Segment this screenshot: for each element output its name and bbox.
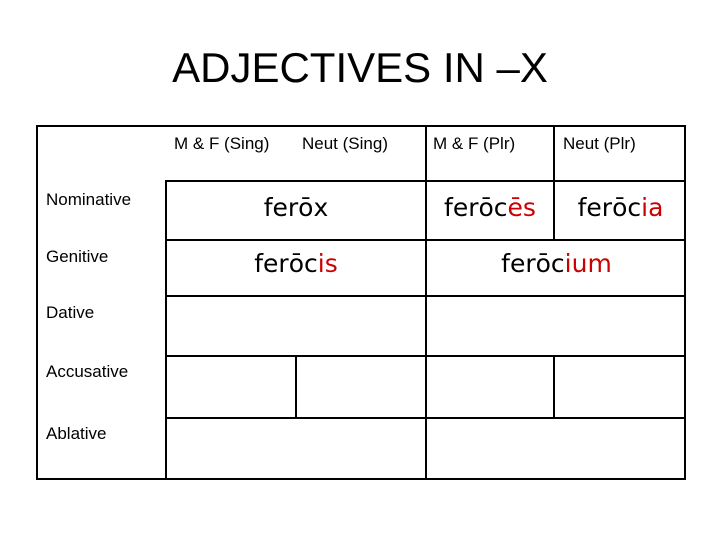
header-row-divider bbox=[165, 180, 686, 182]
row-label-dative: Dative bbox=[46, 303, 95, 322]
row-label-genitive: Genitive bbox=[46, 247, 109, 266]
form-genitive-plural: ferōcium bbox=[501, 249, 612, 278]
accusative-row-divider bbox=[165, 417, 686, 419]
form-nominative-mf-plural: ferōcēs bbox=[444, 193, 536, 222]
header-mf-sing: M & F (Sing) bbox=[174, 134, 270, 153]
nominative-row-divider bbox=[165, 239, 686, 241]
form-nominative-singular: ferōx bbox=[263, 193, 329, 222]
col-divider-label bbox=[165, 180, 167, 480]
col-divider-acc-plr bbox=[553, 355, 555, 417]
declension-table bbox=[36, 125, 686, 480]
dative-row-divider bbox=[165, 355, 686, 357]
form-nominative-neut-plural: ferōcia bbox=[577, 193, 664, 222]
row-label-accusative: Accusative bbox=[46, 362, 129, 381]
row-label-nominative: Nominative bbox=[46, 190, 132, 209]
row-label-ablative: Ablative bbox=[46, 424, 107, 443]
genitive-row-divider bbox=[165, 295, 686, 297]
col-divider-acc-sing bbox=[295, 355, 297, 417]
page-title: ADJECTIVES IN –X bbox=[172, 44, 548, 91]
header-mf-plr: M & F (Plr) bbox=[433, 134, 516, 153]
form-genitive-singular: ferōcis bbox=[254, 249, 338, 278]
header-neut-plr: Neut (Plr) bbox=[563, 134, 636, 153]
header-neut-sing: Neut (Sing) bbox=[302, 134, 388, 153]
